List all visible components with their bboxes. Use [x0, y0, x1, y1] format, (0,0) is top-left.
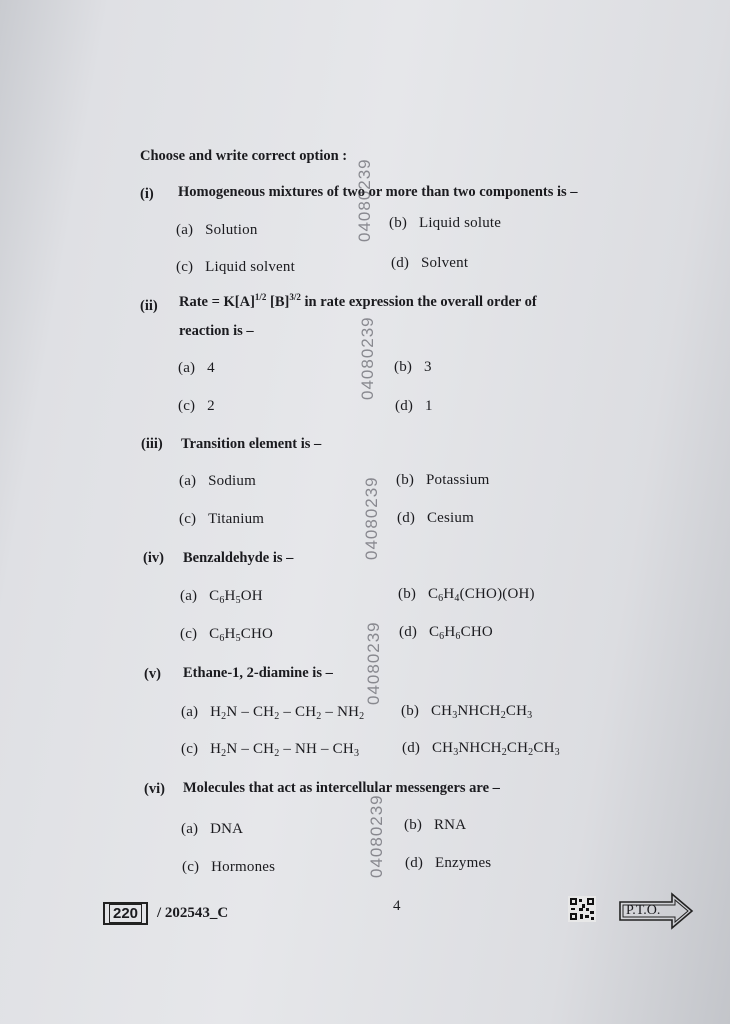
qr-code-icon [568, 896, 596, 922]
watermark-serial-3: 04080239 [362, 476, 381, 560]
q1-option-b: (b) Liquid solute [389, 215, 502, 231]
q5-option-d: (d) $CH_3NHCH_2CH_2CH_3$ [402, 740, 560, 758]
question-4-number: (iv) [143, 550, 164, 566]
q1-option-a: (a) Solution [176, 222, 258, 238]
q2-option-a: (a) 4 [178, 360, 215, 376]
paper-code: / 202543_C [157, 905, 229, 921]
q3-option-d: (d) Cesium [397, 510, 474, 526]
question-2-text-line2: reaction is – [179, 323, 254, 339]
question-4-text: Benzaldehyde is – [183, 550, 294, 566]
page-number: 4 [393, 898, 401, 914]
q4-option-c: (c) $C_6H_5CHO$ [180, 626, 274, 644]
pto-arrow [618, 892, 694, 930]
watermark-serial-5: 04080239 [367, 794, 386, 878]
q3-option-b: (b) Potassium [396, 472, 490, 488]
paper-code-box: 220 [103, 902, 148, 925]
question-5-number: (v) [144, 666, 161, 682]
question-1-number: (i) [140, 186, 154, 202]
q4-option-d: (d) $C_6H_6CHO$ [399, 624, 493, 642]
instruction-heading: Choose and write correct option : [140, 148, 348, 164]
q2-option-c: (c) 2 [178, 398, 215, 414]
question-1-text: Homogeneous mixtures of two or more than two components is – [178, 184, 578, 200]
q2-option-b: (b) 3 [394, 359, 432, 375]
watermark-serial-1: 04080239 [355, 158, 374, 242]
q6-option-a: (a) DNA [181, 821, 244, 837]
q3-option-a: (a) Sodium [179, 473, 256, 489]
watermark-serial-2: 04080239 [358, 316, 377, 400]
q6-option-c: (c) Hormones [182, 859, 276, 875]
watermark-serial-4: 04080239 [364, 621, 383, 705]
q4-option-b: (b) $C_6H_4(CHO)(OH)$ [398, 586, 535, 604]
question-3-number: (iii) [141, 436, 163, 452]
pto-label: P.T.O. [626, 903, 661, 918]
q4-option-a: (a) $C_6H_5OH$ [180, 588, 263, 606]
q5-option-c: (c) $H_2N - CH_2$ – NH – $CH_3$ [181, 741, 360, 759]
q1-option-c: (c) Liquid solvent [176, 259, 295, 275]
question-3-text: Transition element is – [181, 436, 322, 452]
q1-option-d: (d) Solvent [391, 255, 469, 271]
q5-option-b: (b) $CH_3NHCH_2CH_3$ [401, 703, 533, 721]
question-6-number: (vi) [144, 781, 165, 797]
question-2-text: Rate = $K[A]^{1/2}$ $[B]^{3/2}$ in rate expression the overall order of [179, 292, 537, 310]
question-6-text: Molecules that act as intercellular messengers are – [183, 780, 500, 796]
question-2-number: (ii) [140, 298, 158, 314]
q3-option-c: (c) Titanium [179, 511, 265, 527]
q2-option-d: (d) 1 [395, 398, 433, 414]
q6-option-b: (b) RNA [404, 817, 467, 833]
question-5-text: Ethane-1, 2-diamine is – [183, 665, 333, 681]
q5-option-a: (a) $H_2N - CH_2 - CH_2 - NH_2$ [181, 704, 365, 722]
q6-option-d: (d) Enzymes [405, 855, 492, 871]
